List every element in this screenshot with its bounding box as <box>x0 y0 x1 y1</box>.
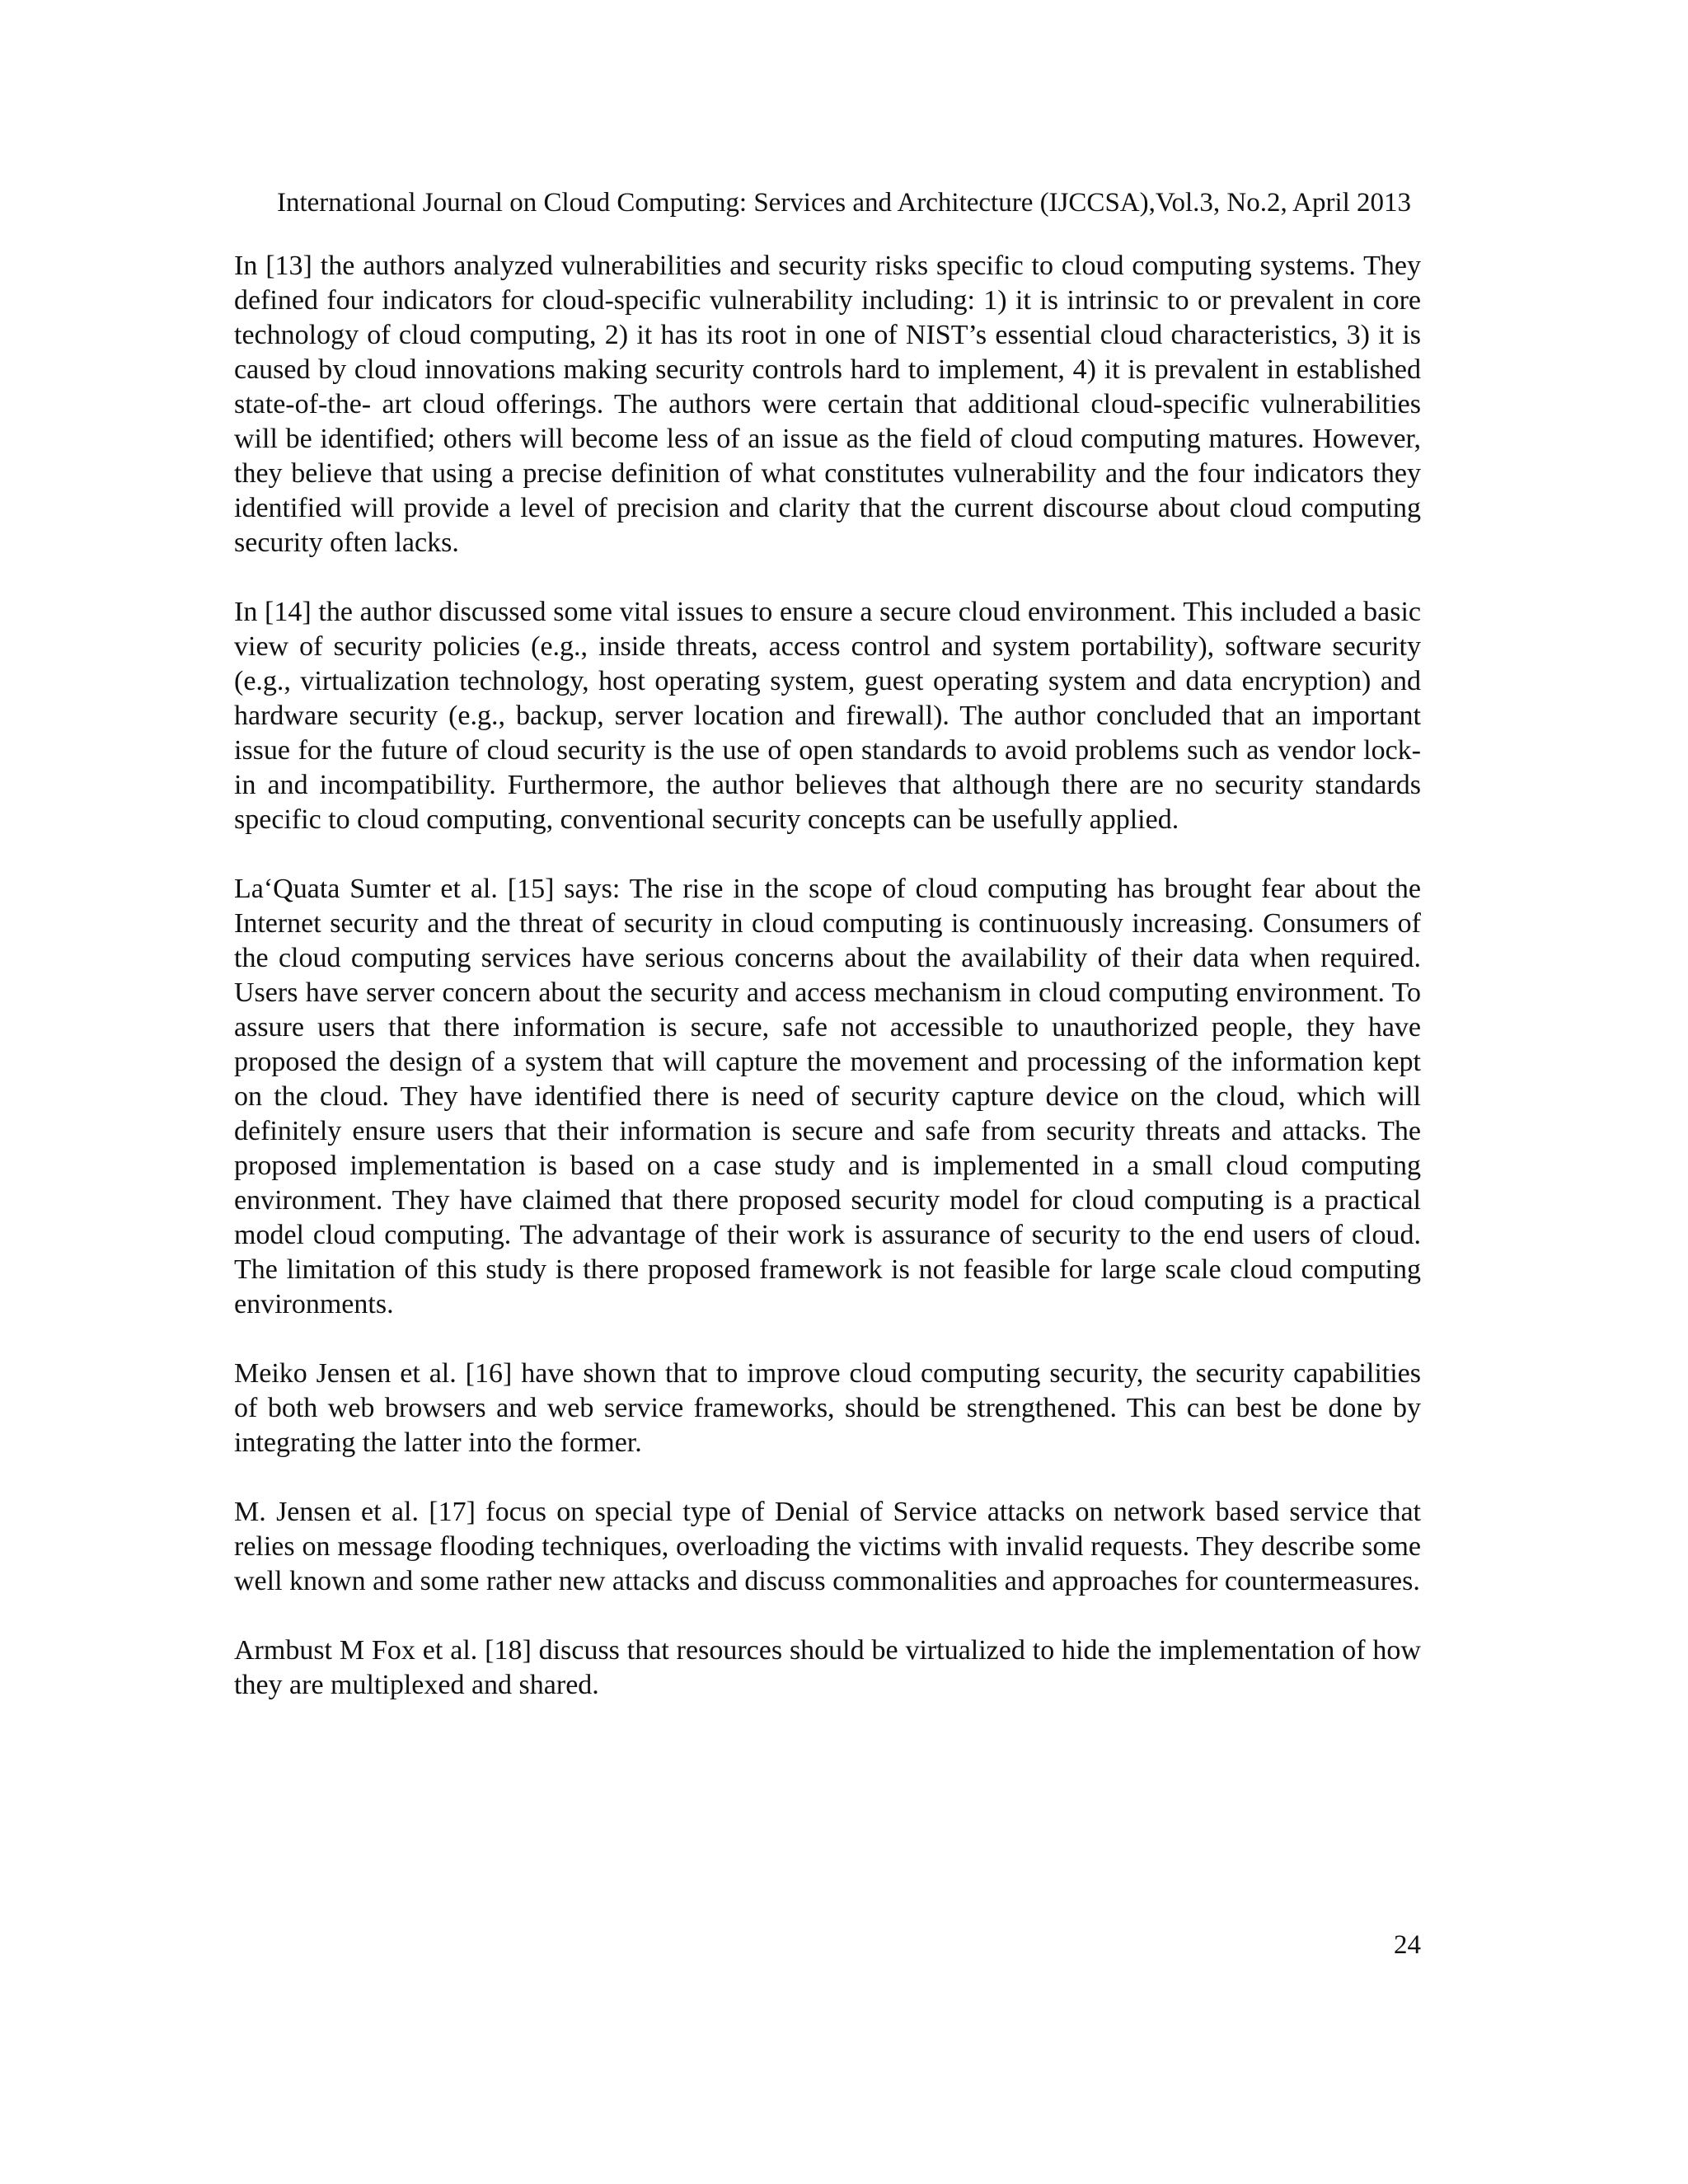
paragraph-ref-14: In [14] the author discussed some vital issues to ensure a secure cloud environment. This included a basic view of security policies (e.g., inside threats, access control and system portability), software security (e.g., virtualization technology, host operating system, guest operating system and data encryption) and hardware security (e.g., backup, server location and firewall). The author concluded that an important issue for the future of cloud security is the use of open standards to avoid problems such as vendor lock-in and incompatibility. Furthermore, the author believes that although there are no security standards specific to cloud computing, conventional security concepts can be usefully applied. <box>234 597 1421 835</box>
page-number: 24 <box>1394 1930 1421 1960</box>
paragraph-ref-17: M. Jensen et al. [17] focus on special type of Denial of Service attacks on network based service that relies on message flooding techniques, overloading the victims with invalid requests. They describe some well known and some rather new attacks and discuss commonalities and approaches for countermeasures. <box>234 1497 1421 1596</box>
paragraph-ref-18: Armbust M Fox et al. [18] discuss that resources should be virtualized to hide the implementation of how they are multiplexed and shared. <box>234 1635 1421 1700</box>
body-text <box>234 249 1421 1703</box>
paragraph-ref-15: La‘Quata Sumter et al. [15] says: The rise in the scope of cloud computing has brought fear about the Internet security and the threat of security in cloud computing is continuously increasing. Consumers of the cloud computing services have serious concerns about the availability of their data when required. Users have server concern about the security and access mechanism in cloud computing environment. To assure users that there information is secure, safe not accessible to unauthorized people, they have proposed the design of a system that will capture the movement and processing of the information kept on the cloud. They have identified there is need of security capture device on the cloud, which will definitely ensure users that their information is secure and safe from security threats and attacks. The proposed implementation is based on a case study and is implemented in a small cloud computing environment. They have claimed that there proposed security model for cloud computing is a practical model cloud computing. The advantage of their work is assurance of security to the end users of cloud. The limitation of this study is there proposed framework is not feasible for large scale cloud computing environments. <box>234 874 1421 1319</box>
paragraph-ref-13: In [13] the authors analyzed vulnerabilities and security risks specific to cloud computing systems. They defined four indicators for cloud-specific vulnerability including: 1) it is intrinsic to or prevalent in core technology of cloud computing, 2) it has its root in one of NIST’s essential cloud characteristics, 3) it is caused by cloud innovations making security controls hard to implement, 4) it is prevalent in established state-of-the- art cloud offerings. The authors were certain that additional cloud-specific vulnerabilities will be identified; others will become less of an issue as the field of cloud computing matures. However, they believe that using a precise definition of what constitutes vulnerability and the four indicators they identified will provide a level of precision and clarity that the current discourse about cloud computing security often lacks. <box>234 251 1421 558</box>
running-header: International Journal on Cloud Computing: Services and Architecture (IJCCSA),Vol.3, No.2, April 2013 <box>276 188 1412 218</box>
paragraph-ref-16: Meiko Jensen et al. [16] have shown that to improve cloud computing security, the security capabilities of both web browsers and web service frameworks, should be strengthened. This can best be done by integrating the latter into the former. <box>234 1358 1421 1458</box>
